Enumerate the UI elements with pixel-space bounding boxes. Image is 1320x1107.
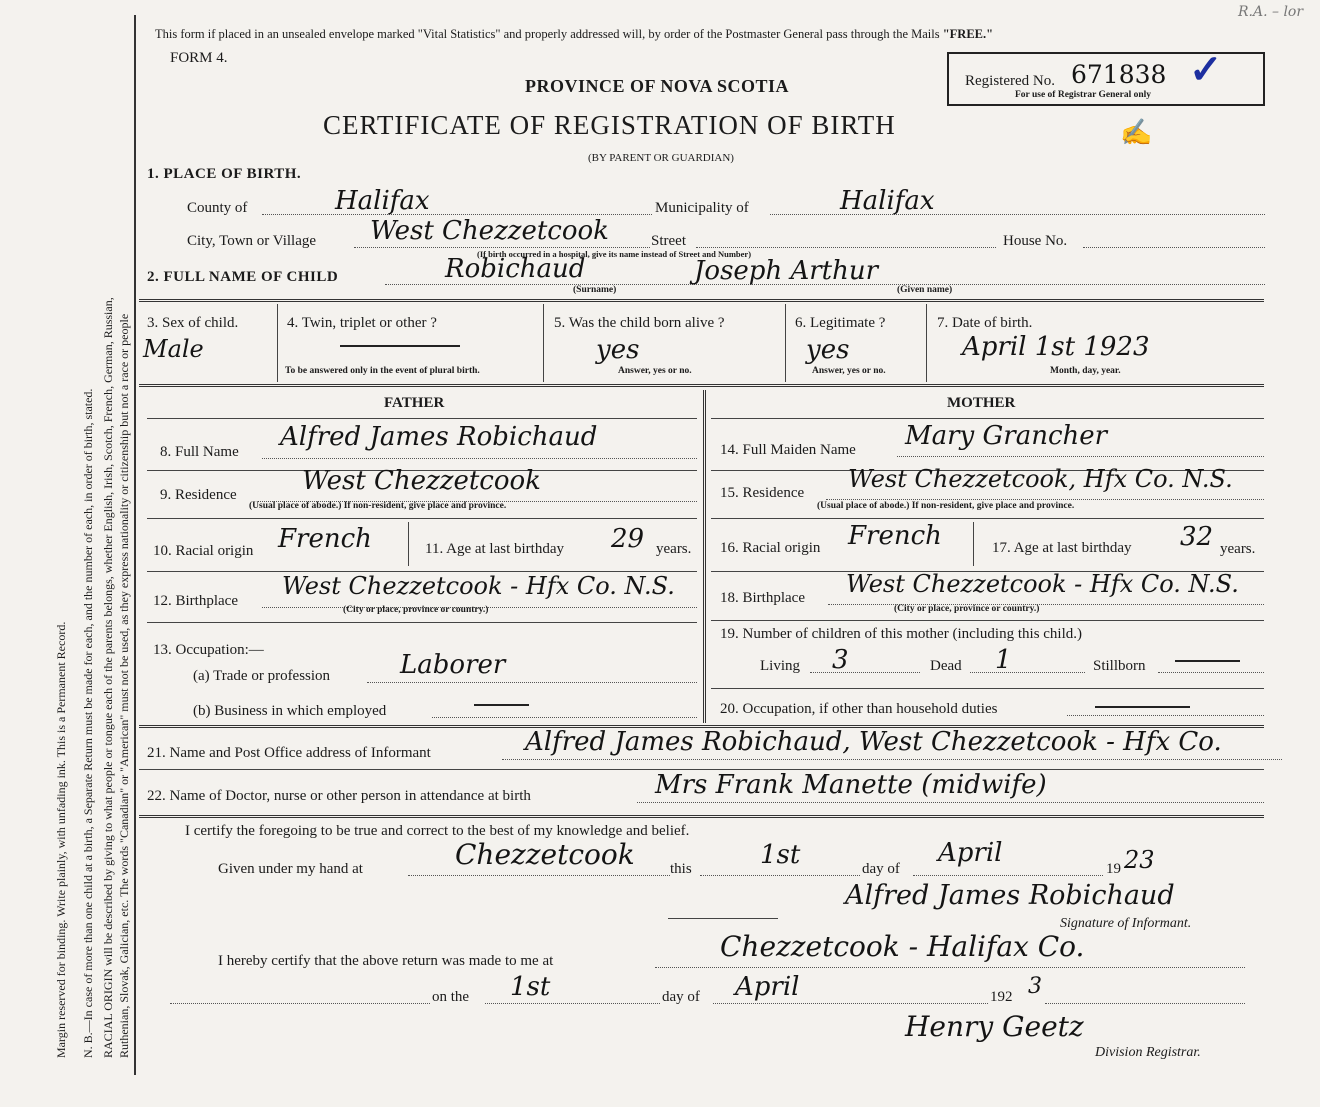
mother-name-label: 14. Full Maiden Name <box>720 442 856 458</box>
mail-notice: This form if placed in an unsealed envelope marked "Vital Statistics" and properly addressed will, by order of the Postmaster General pass through the Mails "FREE." <box>155 27 994 41</box>
informant-label: 21. Name and Post Office address of Informant <box>147 745 431 761</box>
return-made-label: I hereby certify that the above return was made to me at <box>218 953 554 969</box>
margin-note-plural-birth: N. B.—In case of more than one child at a birth, a Separate Return must be made for each, and the number of each, in order of birth, stated. <box>81 388 95 1058</box>
father-race-value: French <box>278 524 372 554</box>
twin-label: 4. Twin, triplet or other ? <box>287 315 437 331</box>
dead-label: Dead <box>930 658 962 674</box>
mother-age-value: 32 <box>1180 522 1214 552</box>
return-month: April <box>735 972 800 1002</box>
mother-name-value: Mary Grancher <box>905 421 1108 451</box>
return-year: 3 <box>1028 974 1042 999</box>
father-business-label: (b) Business in which employed <box>193 703 387 719</box>
date-of-birth-label: 7. Date of birth. <box>937 315 1033 331</box>
father-birthplace-value: West Chezzetcook - Hfx Co. N.S. <box>282 572 675 600</box>
hospital-note: (If birth occurred in a hospital, give its name instead of Street and Number) <box>477 249 752 259</box>
municipality-label: Municipality of <box>655 200 749 216</box>
child-given-name: Joseph Arthur <box>694 256 879 286</box>
certificate-subtitle: (BY PARENT OR GUARDIAN) <box>588 152 734 164</box>
mother-age-years: years. <box>1220 541 1256 557</box>
certification-month: April <box>938 838 1003 868</box>
stamp-mark: ✍ <box>1120 118 1153 147</box>
mother-residence-label: 15. Residence <box>720 485 805 501</box>
living-value: 3 <box>832 645 849 675</box>
legitimate-label: 6. Legitimate ? <box>795 315 886 331</box>
given-name-note: (Given name) <box>897 285 953 295</box>
sex-label: 3. Sex of child. <box>147 315 239 331</box>
registrar-check-mark: ✓ <box>1189 47 1223 92</box>
county-value: Halifax <box>335 186 430 216</box>
place-of-birth-label: 1. PLACE OF BIRTH. <box>147 166 302 182</box>
handwritten-corner-note: R.A. – lor <box>1238 4 1304 20</box>
born-alive-value: yes <box>596 335 640 365</box>
return-year-prefix: 192 <box>990 989 1013 1005</box>
child-surname: Robichaud <box>445 254 586 284</box>
registrar-signature: Henry Geetz <box>905 1010 1084 1043</box>
mother-birthplace-value: West Chezzetcook - Hfx Co. N.S. <box>846 570 1239 598</box>
child-name-label: 2. FULL NAME OF CHILD <box>147 269 339 285</box>
father-birthplace-label: 12. Birthplace <box>153 593 238 609</box>
street-label: Street <box>651 233 686 249</box>
city-value: West Chezzetcook <box>370 216 609 246</box>
stillborn-label: Stillborn <box>1093 658 1146 674</box>
date-of-birth-value: April 1st 1923 <box>962 332 1150 362</box>
father-name-value: Alfred James Robichaud <box>280 422 598 452</box>
signature-of-informant-label: Signature of Informant. <box>1060 916 1192 931</box>
father-trade-label: (a) Trade or profession <box>193 668 331 684</box>
certification-statement: I certify the foregoing to be true and correct to the best of my knowledge and belief. <box>185 823 690 839</box>
surname-note: (Surname) <box>573 285 617 295</box>
father-residence-label: 9. Residence <box>160 487 237 503</box>
mother-race-value: French <box>848 521 942 551</box>
registration-box <box>947 47 1265 106</box>
mother-occupation-label: 20. Occupation, if other than household duties <box>720 701 998 717</box>
mother-age-label: 17. Age at last birthday <box>992 540 1132 556</box>
registered-number: 671838 <box>1071 60 1167 89</box>
certificate-title: CERTIFICATE OF REGISTRATION OF BIRTH <box>323 110 896 140</box>
mother-heading: MOTHER <box>947 395 1016 411</box>
father-residence-note: (Usual place of abode.) If non-resident, give place and province. <box>249 501 507 511</box>
margin-note-racial-origin-2: Ruthenian, Slovak, Galician, etc. The words "Canadian" or "American" must not be used, as they express nationality or citizenship but not a race or people <box>117 313 131 1058</box>
twin-note: To be answered only in the event of plural birth. <box>285 366 480 376</box>
registered-label: Registered No. <box>965 73 1055 89</box>
certification-year: 23 <box>1124 846 1155 874</box>
mother-residence-value: West Chezzetcook, Hfx Co. N.S. <box>848 465 1233 493</box>
certification-year-prefix: 19 <box>1106 861 1121 877</box>
living-label: Living <box>760 658 800 674</box>
return-day-of-label: day of <box>662 989 700 1005</box>
on-the-label: on the <box>432 989 470 1005</box>
attendant-value: Mrs Frank Manette (midwife) <box>655 770 1047 800</box>
county-label: County of <box>187 200 248 216</box>
father-age-label: 11. Age at last birthday <box>425 541 564 557</box>
father-occupation-label: 13. Occupation:— <box>153 642 264 658</box>
born-alive-note: Answer, yes or no. <box>618 366 692 376</box>
return-day: 1st <box>510 972 551 1002</box>
informant-value: Alfred James Robichaud, West Chezzetcook - Hfx Co. <box>525 727 1222 757</box>
day-of-label: day of <box>862 861 900 877</box>
father-age-value: 29 <box>611 524 645 554</box>
legitimate-value: yes <box>806 335 850 365</box>
registrar-use-note: For use of Registrar General only <box>1015 90 1152 100</box>
father-residence-value: West Chezzetcook <box>302 466 541 496</box>
father-birthplace-note: (City or place, province or country.) <box>343 605 489 615</box>
attendant-label: 22. Name of Doctor, nurse or other person in attendance at birth <box>147 788 531 804</box>
given-under-hand-label: Given under my hand at <box>218 861 363 877</box>
certification-place: Chezzetcook <box>455 838 635 871</box>
date-of-birth-note: Month, day, year. <box>1050 366 1121 376</box>
father-trade-value: Laborer <box>400 650 506 680</box>
margin-note-binding: Margin reserved for binding. Write plainly, with unfading ink. This is a Permanent Record. <box>54 621 68 1058</box>
father-heading: FATHER <box>384 395 445 411</box>
sex-value: Male <box>143 335 204 363</box>
mother-birthplace-label: 18. Birthplace <box>720 590 805 606</box>
born-alive-label: 5. Was the child born alive ? <box>554 315 725 331</box>
city-label: City, Town or Village <box>187 233 317 249</box>
legitimate-note: Answer, yes or no. <box>812 366 886 376</box>
father-age-years: years. <box>656 541 692 557</box>
return-place: Chezzetcook - Halifax Co. <box>720 930 1085 963</box>
municipality-value: Halifax <box>840 186 935 216</box>
father-name-label: 8. Full Name <box>160 444 239 460</box>
this-label: this <box>670 861 692 877</box>
division-registrar-label: Division Registrar. <box>1095 1045 1201 1060</box>
informant-signature: Alfred James Robichaud <box>845 880 1175 911</box>
form-number: FORM 4. <box>170 50 228 66</box>
province-heading: PROVINCE OF NOVA SCOTIA <box>525 76 790 96</box>
dead-value: 1 <box>995 645 1012 675</box>
house-number-label: House No. <box>1003 233 1068 249</box>
certification-day: 1st <box>760 840 801 870</box>
margin-note-racial-origin-1: RACIAL ORIGIN will be described by giving to what people or tongue each of the parents belongs, whether English, Irish, Scotch, French, German, Russian, <box>101 297 115 1058</box>
mother-children-label: 19. Number of children of this mother (including this child.) <box>720 626 1083 642</box>
father-race-label: 10. Racial origin <box>153 543 254 559</box>
mother-birthplace-note: (City or place, province or country.) <box>894 604 1040 614</box>
mother-residence-note: (Usual place of abode.) If non-resident, give place and province. <box>817 501 1075 511</box>
mother-race-label: 16. Racial origin <box>720 540 821 556</box>
